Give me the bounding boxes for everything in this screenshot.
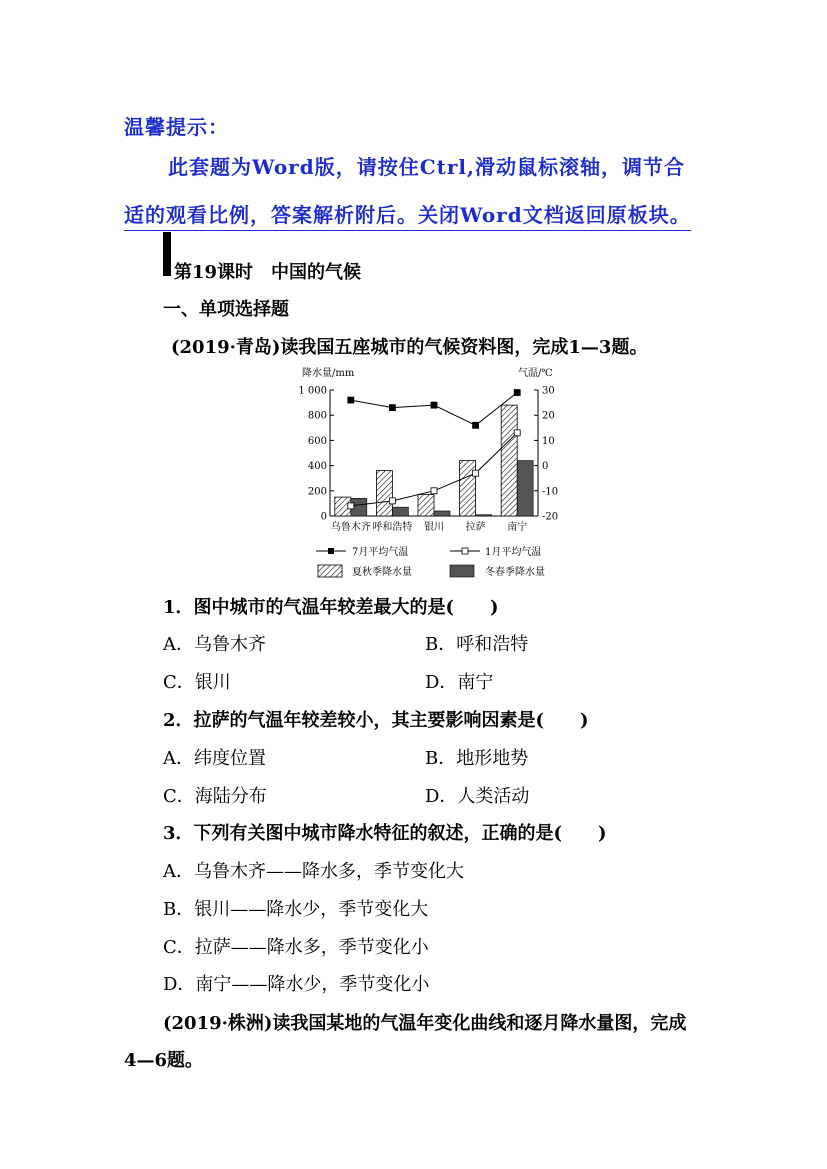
left-tick-label: 0 [320,511,327,523]
intro-2-line-1: (2019·株洲)读我国某地的气温年变化曲线和逐月降水量图，完成 [163,1013,687,1034]
q3-option-b: B．银川——降水少，季节变化大 [163,899,429,920]
legend-jan-marker [462,548,468,554]
q3-option-a: A．乌鲁木齐——降水多，季节变化大 [163,861,464,882]
tip-title: 温馨提示： [124,115,229,139]
q3-option-c: C．拉萨——降水多，季节变化小 [163,937,429,958]
intro-2-line-2: 4—6题。 [124,1050,204,1071]
bar-summer-autumn [501,405,517,516]
tip-line-2: 适的观看比例，答案解析附后。关闭Word文档返回原板块。 [124,199,691,231]
right-axis-title: 气温/℃ [518,368,553,379]
jan-temp-point [431,488,437,494]
bar-winter-spring [517,461,533,516]
q2-option-c: C．海陆分布 [163,786,267,807]
left-tick-label: 400 [307,461,327,473]
right-tick-label: -10 [542,486,559,498]
left-tick-label: 600 [307,435,327,447]
category-label: 呼和浩特 [372,522,413,533]
q1-option-a: A．乌鲁木齐 [163,634,266,655]
q3-stem: 3．下列有关图中城市降水特征的叙述，正确的是( ) [163,823,607,844]
july-temp-point [431,402,437,408]
july-temp-point [348,397,354,403]
legend-summer-swatch [318,565,342,577]
right-tick-label: 0 [542,461,549,473]
bar-winter-spring [434,511,450,516]
intro-1: (2019·青岛)读我国五座城市的气候资料图，完成1—3题。 [171,337,648,358]
jan-temp-point [348,503,354,509]
right-tick-label: -20 [542,511,559,523]
lesson-title: 第19课时 中国的气候 [174,262,362,283]
q3-option-d: D．南宁——降水少，季节变化小 [163,974,430,995]
left-tick-label: 800 [307,410,327,422]
left-axis-title: 降水量/mm [302,368,355,379]
july-temp-point [473,422,479,428]
legend-july-label: 7月平均气温 [352,547,409,558]
lesson-marker-bar [163,232,171,276]
bar-summer-autumn [418,495,434,516]
category-label: 银川 [424,522,444,533]
category-label: 南宁 [507,522,528,533]
q2-option-a: A．纬度位置 [163,748,266,769]
jan-temp-point [514,430,520,436]
jan-temp-point [473,470,479,476]
tip-line-1: 此套题为Word版，请按住Ctrl,滑动鼠标滚轴，调节合 [168,155,685,179]
q1-option-b: B．呼和浩特 [425,634,529,655]
bar-winter-spring [392,507,408,516]
legend-july-marker [328,548,334,554]
right-tick-label: 20 [542,410,555,422]
legend-winter-swatch [450,565,474,577]
q1-option-c: C．银川 [163,672,231,693]
legend-summer-label: 夏秋季降水量 [352,567,412,578]
right-tick-label: 30 [542,385,555,397]
category-label: 拉萨 [465,522,486,533]
section-title: 一、单项选择题 [163,299,289,320]
climate-chart [290,362,570,584]
right-tick-label: 10 [542,435,555,447]
bar-winter-spring [476,515,492,516]
q1-stem: 1．图中城市的气温年较差最大的是( ) [163,597,499,618]
july-temp-point [389,405,395,411]
legend-winter-label: 冬春季降水量 [485,567,545,578]
left-tick-label: 1 000 [298,385,327,397]
q2-option-b: B．地形地势 [425,748,529,769]
july-temp-point [514,390,520,396]
left-tick-label: 200 [307,486,327,498]
july-temp-line [351,393,517,426]
category-label: 乌鲁木齐 [330,522,371,533]
jan-temp-point [389,498,395,504]
q1-option-d: D．南宁 [425,672,494,693]
q2-option-d: D．人类活动 [425,786,530,807]
bar-summer-autumn [376,471,392,516]
legend-jan-label: 1月平均气温 [485,547,542,558]
q2-stem: 2．拉萨的气温年较差较小，其主要影响因素是( ) [163,710,589,731]
bar-summer-autumn [460,461,476,516]
